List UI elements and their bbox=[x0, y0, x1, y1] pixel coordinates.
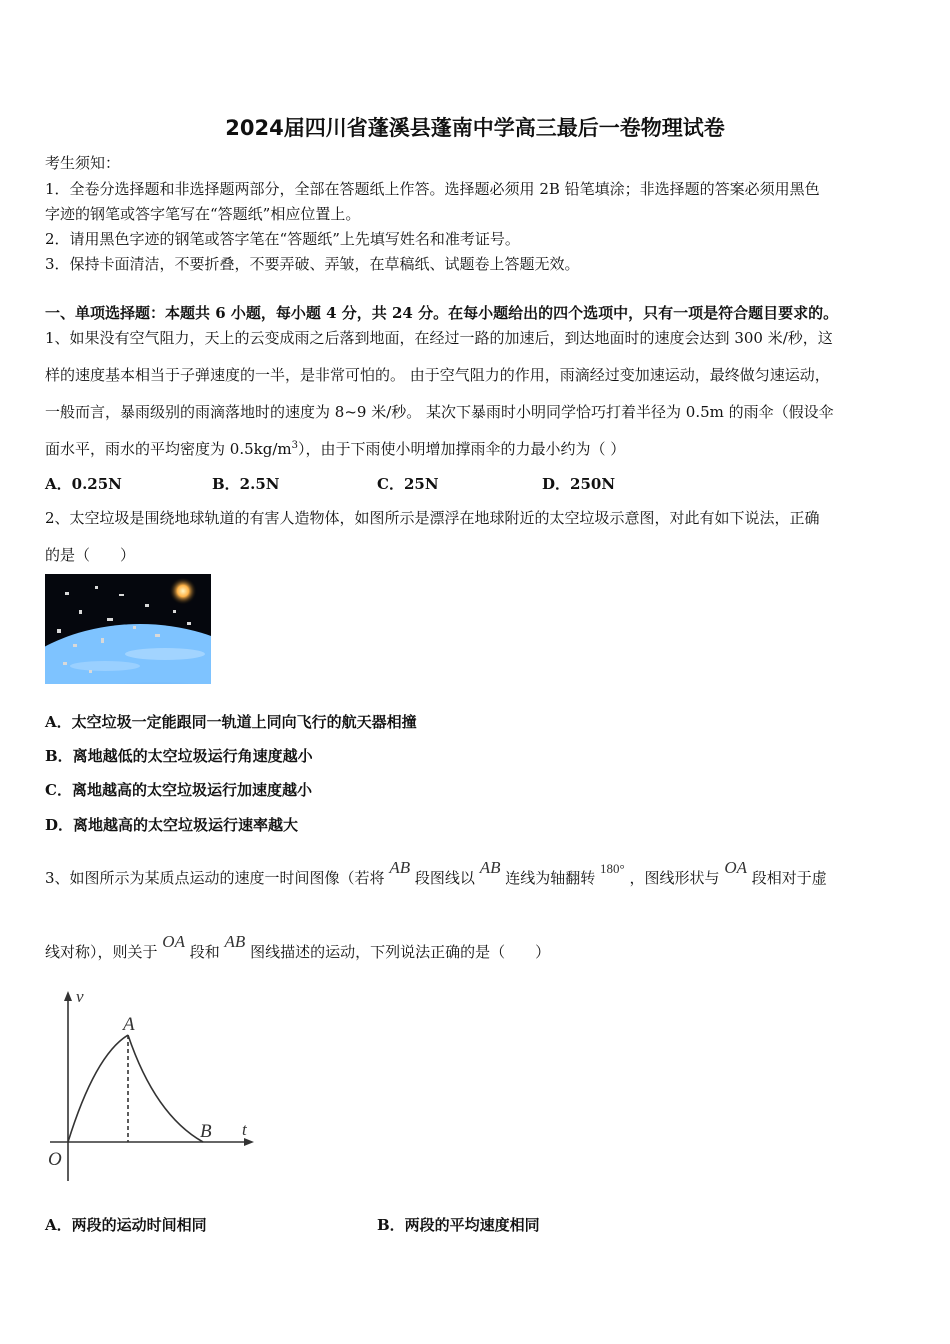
v-axis-arrow bbox=[64, 991, 72, 1001]
q1-option-a[interactable]: A．0.25N bbox=[45, 475, 122, 493]
v-label: v bbox=[76, 987, 84, 1006]
q3-math-ab-2: AB bbox=[479, 858, 501, 877]
q3-math-oa-1: OA bbox=[724, 858, 747, 877]
q3-text-4: ，图线形状与 bbox=[629, 869, 720, 887]
q1-line-1: 1、如果没有空气阻力，天上的云变成雨之后落到地面，在经过一路的加速后，到达地面时的速度会达到 300 米/秒，这 bbox=[45, 329, 833, 347]
q3-math-oa-2: OA bbox=[162, 932, 185, 951]
origin-label: O bbox=[48, 1149, 62, 1170]
q2-option-c[interactable]: C．离地越高的太空垃圾运行加速度越小 bbox=[45, 781, 312, 799]
q1-line-3: 一般而言，暴雨级别的雨滴落地时的速度为 8~9 米/秒。 某次下暴雨时小明同学恰巧打着半径为 0.5m 的雨伞（假设伞 bbox=[45, 403, 834, 421]
notice-line-3: 3．保持卡面清洁，不要折叠，不要弄破、弄皱，在草稿纸、试题卷上答题无效。 bbox=[45, 255, 580, 273]
q3-line-1 bbox=[45, 848, 827, 898]
q3-text-5: 段相对于虚 bbox=[751, 869, 827, 887]
q3-text-2: 段图线以 bbox=[414, 869, 475, 887]
section-heading: 一、单项选择题：本题共 6 小题，每小题 4 分，共 24 分。在每小题给出的四个选项中，只有一项是符合题目要求的。 bbox=[45, 304, 839, 322]
q2-line-2: 的是（ ） bbox=[45, 546, 136, 564]
page-title: 2024届四川省蓬溪县蓬南中学高三最后一卷物理试卷 bbox=[225, 116, 725, 140]
curve-ab bbox=[128, 1035, 203, 1142]
q1-line-4a: 面水平，雨水的平均密度为 0.5kg/m bbox=[45, 440, 292, 458]
q3-math-ab-3: AB bbox=[224, 932, 246, 951]
q3-text-1: 3、如图所示为某质点运动的速度一时间图像（若将 bbox=[45, 869, 385, 887]
q3-math-180: 180° bbox=[600, 861, 625, 876]
q1-option-b[interactable]: B．2.5N bbox=[212, 475, 280, 493]
q1-option-d[interactable]: D．250N bbox=[542, 475, 616, 493]
point-a-label: A bbox=[123, 1014, 135, 1035]
curve-oa bbox=[68, 1035, 128, 1142]
q3-text-8: 图线描述的运动，下列说法正确的是（ ） bbox=[250, 943, 551, 961]
velocity-time-graph bbox=[40, 985, 270, 1185]
q2-line-1: 2、太空垃圾是围绕地球轨道的有害人造物体，如图所示是漂浮在地球附近的太空垃圾示意图，对此有如下说法，正确 bbox=[45, 509, 820, 527]
q1-line-4-sup: 3 bbox=[291, 440, 298, 451]
q3-text-7: 段和 bbox=[189, 943, 220, 961]
notice-line-2: 2．请用黑色字迹的钢笔或答字笔在“答题纸”上先填写姓名和准考证号。 bbox=[45, 230, 520, 248]
q3-option-b[interactable]: B．两段的平均速度相同 bbox=[377, 1216, 540, 1234]
q3-text-6: 线对称），则关于 bbox=[45, 943, 158, 961]
q1-line-2: 样的速度基本相当于子弹速度的一半，是非常可怕的。 由于空气阻力的作用，雨滴经过变加速运动，最终做匀速运动， bbox=[45, 366, 830, 384]
q2-option-d[interactable]: D．离地越高的太空垃圾运行速率越大 bbox=[45, 816, 299, 834]
t-label: t bbox=[242, 1120, 247, 1139]
q3-option-a[interactable]: A．两段的运动时间相同 bbox=[45, 1216, 207, 1234]
notice-line-1a: 1．全卷分选择题和非选择题两部分，全部在答题纸上作答。选择题必须用 2B 铅笔填涂；非选择题的答案必须用黑色 bbox=[45, 180, 820, 198]
q2-option-b[interactable]: B．离地越低的太空垃圾运行角速度越小 bbox=[45, 747, 313, 765]
space-debris-image bbox=[45, 574, 211, 684]
q3-math-ab-1: AB bbox=[389, 858, 411, 877]
notice-line-1b: 字迹的钢笔或答字笔写在“答题纸”相应位置上。 bbox=[45, 205, 361, 223]
t-axis-arrow bbox=[244, 1138, 254, 1146]
q1-line-4 bbox=[45, 438, 625, 459]
q1-line-4b: ），由于下雨使小明增加撑雨伞的力最小约为（ ） bbox=[297, 440, 626, 458]
q1-option-c[interactable]: C．25N bbox=[377, 475, 439, 493]
point-b-label: B bbox=[200, 1121, 212, 1142]
q3-text-3: 连线为轴翻转 bbox=[505, 869, 596, 887]
q2-option-a[interactable]: A．太空垃圾一定能跟同一轨道上同向飞行的航天器相撞 bbox=[45, 713, 417, 731]
notice-heading: 考生须知： bbox=[45, 154, 121, 172]
q3-line-2 bbox=[45, 922, 550, 972]
